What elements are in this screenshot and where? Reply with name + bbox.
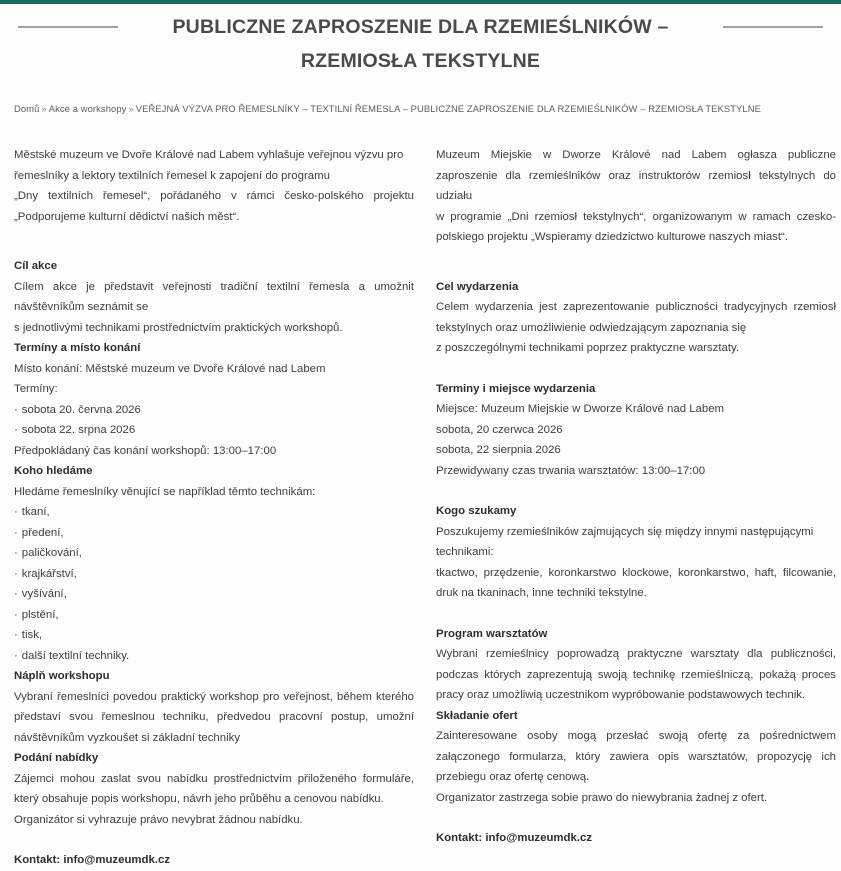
list-item: · paličkování, bbox=[14, 543, 414, 564]
page-title bbox=[91, 10, 751, 78]
cz-heading-offer: Podání nabídky bbox=[14, 752, 99, 764]
spacer bbox=[436, 359, 836, 379]
cz-heading-goal: Cíl akce bbox=[14, 260, 58, 272]
cz-offer-paragraph-1: Zájemci mohou zaslat svou nabídku prostřednictvím přiloženého formuláře, který obsahuje popis workshopu, návrh jeho průběhu a cenovou nabídku. bbox=[14, 772, 414, 805]
pl-time-line: Przewidywany czas trwania warsztatów: 13:00–17:00 bbox=[436, 464, 706, 477]
pl-who-intro: Poszukujemy rzemieślników zajmujących się między innymi następującymi technikami: bbox=[436, 525, 814, 558]
cz-heading-who: Koho hledáme bbox=[14, 465, 93, 477]
cz-venue-line: Místo konání: Městské muzeum ve Dvoře Králové nad Labem bbox=[14, 362, 326, 375]
list-item: · plstění, bbox=[14, 605, 414, 626]
list-item: · tkaní, bbox=[14, 502, 414, 523]
spacer bbox=[436, 481, 836, 501]
list-item: · tisk, bbox=[14, 625, 414, 646]
spacer bbox=[436, 808, 836, 828]
pl-heading-dates: Terminy i miejsce wydarzenia bbox=[436, 382, 596, 395]
breadcrumb-item-section[interactable]: Akce a workshopy bbox=[48, 103, 127, 114]
spacer bbox=[436, 604, 836, 624]
column-polish bbox=[428, 145, 836, 871]
pl-heading-who: Kogo szukamy bbox=[436, 505, 517, 517]
pl-goal-paragraph-1: Celem wydarzenia jest zaprezentowanie publiczności tradycyjnych rzemiosł tekstylnych oraz umożliwienie odwiedzającym zapoznania się bbox=[436, 301, 836, 334]
cz-dates-list bbox=[14, 400, 414, 441]
cz-techniques-list bbox=[14, 502, 414, 666]
decorative-rule-right bbox=[723, 26, 823, 28]
spacer bbox=[436, 248, 836, 277]
decorative-rule-left bbox=[18, 26, 118, 28]
list-item: · krajkářství, bbox=[14, 564, 414, 585]
breadcrumb-item-current: VEŘEJNÁ VÝZVA PRO ŘEMESLNÍKY – TEXTILNÍ ŘEMESLA – PUBLICZNE ZAPROSZENIE DLA RZEMIEŚLNIKÓW – RZEMIOSŁA TEKSTYLNE bbox=[135, 103, 761, 114]
page-title-line-1: PUBLICZNE ZAPROSZENIE DLA RZEMIEŚLNIKÓW – bbox=[172, 16, 669, 38]
pl-contact-line: Kontakt: info@muzeumdk.cz bbox=[436, 832, 593, 844]
page-header bbox=[0, 4, 841, 78]
page-title-line-2: RZEMIOSŁA TEKSTYLNE bbox=[300, 50, 541, 72]
cz-who-intro: Hledáme řemeslníky věnující se například těmto technikám: bbox=[14, 485, 316, 498]
pl-techniques-line: tkactwo, przędzenie, koronkarstwo klockowe, koronkarstwo, haft, filcowanie, druk na tkaninach, inne techniki tekstylne. bbox=[436, 566, 836, 599]
pl-intro-paragraph-1: Muzeum Miejskie w Dworze Králové nad Labem ogłasza publiczne zaproszenie dla rzemieślników oraz instruktorów rzemiosł tekstylnych do udziału bbox=[436, 149, 836, 202]
breadcrumb bbox=[14, 102, 841, 115]
cz-heading-dates: Termíny a místo konání bbox=[14, 342, 141, 354]
pl-offer-paragraph-1: Zainteresowane osoby mogą przesłać swoją ofertę za pośrednictwem załączonego formularza, który zawiera opis warsztatów, propozycję ich przebiegu oraz ofertę cenową. bbox=[436, 730, 836, 783]
column-czech bbox=[14, 145, 414, 871]
pl-heading-offer: Składanie ofert bbox=[436, 709, 518, 722]
list-item: · sobota 22. srpna 2026 bbox=[14, 420, 414, 441]
list-item: · sobota 20. června 2026 bbox=[14, 400, 414, 421]
cz-dates-label: Termíny: bbox=[14, 383, 58, 395]
pl-venue-line: Miejsce: Muzeum Miejskie w Dworze Králové nad Labem bbox=[436, 403, 725, 415]
cz-content-paragraph: Vybraní řemeslníci povedou praktický workshop pro veřejnost, během kterého představí svou řemeslnou techniku, předvedou pracovní postup, umožní návštěvníkům vyzkoušet si základní techniky bbox=[14, 690, 414, 744]
breadcrumb-separator: » bbox=[41, 103, 47, 114]
pl-offer-paragraph-2: Organizator zastrzega sobie prawo do niewybrania żadnej z ofert. bbox=[436, 791, 768, 804]
list-item: · předení, bbox=[14, 523, 414, 544]
pl-heading-goal: Cel wydarzenia bbox=[436, 280, 519, 293]
cz-offer-paragraph-2: Organizátor si vyhrazuje právo nevybrat žádnou nabídku. bbox=[14, 813, 303, 826]
pl-intro-paragraph-2: w programie „Dni rzemiosł tekstylnych“, organizowanym w ramach czesko-polskiego projektu „Wspieramy dziedzictwo kulturowe naszych miast“. bbox=[436, 210, 836, 243]
list-item: · další textilní techniky. bbox=[14, 646, 414, 667]
cz-time-line: Předpokládaný čas konání workshopů: 13:00–17:00 bbox=[14, 444, 277, 457]
cz-heading-content: Náplň workshopu bbox=[14, 670, 110, 682]
pl-heading-program: Program warsztatów bbox=[436, 627, 548, 640]
breadcrumb-separator: » bbox=[128, 103, 134, 114]
content-columns bbox=[0, 145, 841, 871]
cz-goal-paragraph-2: s jednotlivými technikami prostřednictvím praktických workshopů. bbox=[14, 321, 343, 334]
cz-goal-paragraph-1: Cílem akce je představit veřejnosti tradiční textilní řemesla a umožnit návštěvníkům seznámit se bbox=[14, 280, 414, 313]
pl-goal-paragraph-2: z poszczególnymi technikami poprzez praktyczne warsztaty. bbox=[436, 342, 740, 354]
pl-date-1: sobota, 20 czerwca 2026 bbox=[436, 423, 563, 436]
pl-program-paragraph: Wybrani rzemieślnicy poprowadzą praktyczne warsztaty dla publiczności, podczas których zaprezentują swoją technikę rzemieślniczą, pokażą proces pracy oraz umożliwią uczestnikom wypróbowanie podstawowych technik. bbox=[436, 648, 836, 701]
pl-date-2: sobota, 22 sierpnia 2026 bbox=[436, 444, 561, 456]
spacer bbox=[14, 227, 414, 256]
list-item: · vyšívání, bbox=[14, 584, 414, 605]
spacer bbox=[14, 830, 414, 850]
cz-contact-line: Kontakt: info@muzeumdk.cz bbox=[14, 854, 171, 866]
breadcrumb-item-home[interactable]: Domů bbox=[14, 103, 40, 114]
cz-intro-paragraph-2: „Dny textilních řemesel“, pořádaného v rámci česko-polského projektu „Podporujeme kulturní dědictví našich měst“. bbox=[14, 190, 414, 223]
cz-intro-paragraph-1: Městské muzeum ve Dvoře Králové nad Labem vyhlašuje veřejnou výzvu pro řemeslníky a lektory textilních řemesel k zapojení do programu bbox=[14, 149, 404, 182]
